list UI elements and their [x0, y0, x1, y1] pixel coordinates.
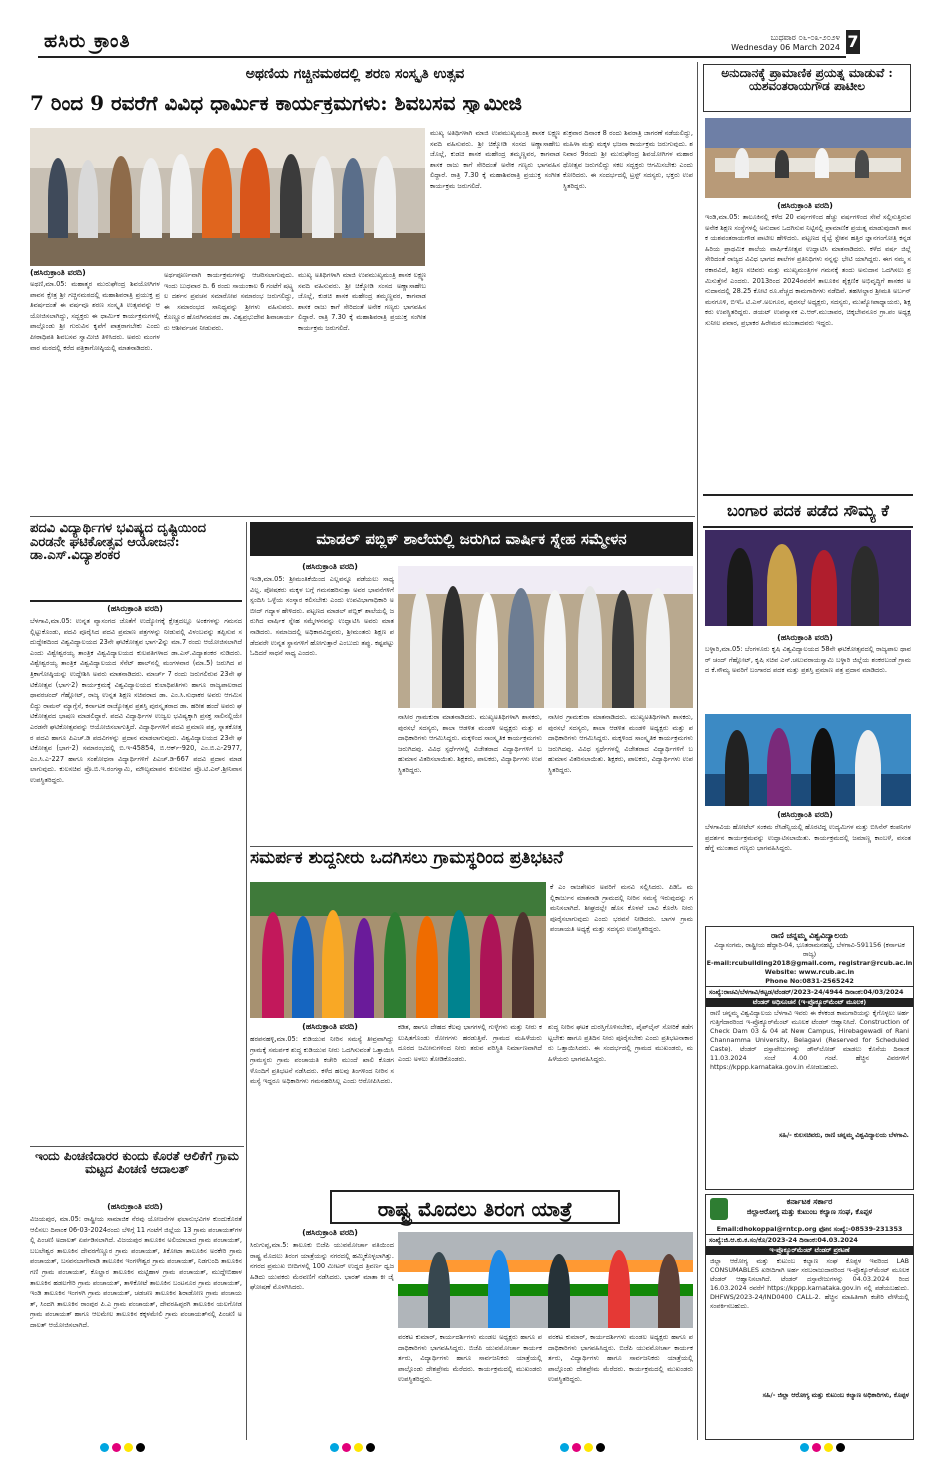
- tricolour-dateline: (ಹಸಿರುಕ್ರಾಂತಿ ವರದಿ): [302, 1228, 358, 1237]
- tender1-website[interactable]: Website: www.rcub.ac.in: [764, 968, 855, 976]
- water-dateline: (ಹಸಿರುಕ್ರಾಂತಿ ವರದಿ): [302, 1022, 358, 1031]
- tender2-gov: ಕರ್ನಾಟಕ ಸರ್ಕಾರ: [786, 1197, 833, 1206]
- pension-headline: ಇಂದು ಪಿಂಚಣಿದಾರರ ಕುಂದು ಕೊರತೆ ಆಲಿಕೆಗೆ ಗ್ರಾಮ ಮಟ್ಟದ ಪಿಂಚಣಿ ಆದಾಲತ್: [35, 1149, 239, 1176]
- emblem-icon: [710, 1198, 728, 1220]
- hotel-body: ಬೆಳಗಾವಿಯ ಹೋಟೆಲ್ ಸಂಕಮ ರೆಸಿಡೆನ್ಸಿಯಲ್ಲಿ ಹೊರಟಿದ್ದ ಉದ್ಯಮಿಗಳ ಮತ್ತು ಬಿಸಿನೆಸ್ ಕಂಪನಿಗಳ ಪ್ರದರ್ಶನ ಕಾರ್ಯಕ್ರಮವನ್ನು ಉದ್ಘಾಟಿಸಲಾಯಿತು. ಕಾರ್ಯಕ್ರಮದಲ್ಲಿ ಜಮಾಣ್ಣ ಕಾಂಬಳೆ, ವಸಂತ ಹೆಗ್ಡೆ ಮುಂತಾದ ಗಣ್ಯರು ಭಾಗವಹಿಸಿದ್ದರು.: [705, 823, 911, 853]
- lead-body-col4: ಶುಕ್ರವಾರ ದಿನಾಂಕ 8 ರಂದು ಶಿವರಾತ್ರಿ ಜಾಗರಣೆ ನಡೆಯಲಿದ್ದು, ಮಹಿಳಾ ಮತ್ತು ಮಕ್ಕಳ ಭಜನಾ ಕಾರ್ಯಕ್ರಮ ಜರುಗುವುದು. ಶನಿವಾರ 9ರಂದು ಶ್ರೀ ಮುರುಘೇಂದ್ರ ಶಿವಯೋಗಿಗಳ ಮಹಾರಥೋತ್ಸವ ಜರುಗಲಿದ್ದು ಸಕಲ ಸದ್ಭಕ್ತರು ಆಗಮಿಸಬೇಕು ಎಂದು ಕೋರಿದರು. ಈ ಸಂದರ್ಭದಲ್ಲಿ ಟ್ರಸ್ಟ್ ಸದಸ್ಯರು, ಭಕ್ತರು ಉಪಸ್ಥಿತರಿದ್ದರು.: [563, 129, 693, 190]
- lead-photo: [30, 128, 425, 266]
- registration-marks: [330, 1443, 375, 1452]
- model-school-headline: ಮಾಡಲ್ ಪಬ್ಲಿಕ್ ಶಾಲೆಯಲ್ಲಿ ಜರುಗಿದ ವಾರ್ಷಿಕ ಸ್ನೇಹ ಸಮ್ಮೇಳನ: [250, 522, 693, 556]
- section-rule: [30, 1146, 244, 1147]
- cyan-dot: [800, 1443, 809, 1452]
- gold-body: ಬಳ್ಳಾರಿ,ಮಾ.05: ಬೆಂಗಳೂರು ಕೃಷಿ ವಿಶ್ವವಿದ್ಯಾಲಯದ 58ನೇ ಘಟಿಕೋತ್ಸವದಲ್ಲಿ ರಾಜ್ಯಪಾಲ ಥಾವರ್ ಚಂದ್ ಗೆಹ್ಲೋಟ್, ಕೃಷಿ ಸಚಿವ ಎನ್.ಚಲುವರಾಯಸ್ವಾಮಿ ಬಳ್ಳಾರಿ ಜಿಲ್ಲೆಯ ಶಂಕರಬಂಡೆ ಗ್ರಾಮದ ಕೆ.ಸೌಮ್ಯ ಅವರಿಗೆ ಬಂಗಾರದ ಪದಕ ಮತ್ತು ಪ್ರಶಸ್ತಿ ಪ್ರಮಾಣ ಪತ್ರ ಪ್ರದಾನ ಮಾಡಿದರು.: [705, 645, 911, 675]
- magenta-dot: [112, 1443, 121, 1452]
- lead-dateline: (ಹಸಿರುಕ್ರಾಂತಿ ವರದಿ): [30, 268, 86, 277]
- tender2-body: ಜಿಲ್ಲಾ ಆರೋಗ್ಯ ಮತ್ತು ಕುಟುಂಬ ಕಲ್ಯಾಣ ಸಂಘ ಕೊಪ್ಪಳ ಇವರಿಂದ LAB CONSUMABLES ಖರೀದಿಗಾಗಿ ಅರ್ಹ ಸರಬರಾಜುದಾರರಿಂದ ಇ-ಪ್ರೊಕ್ಯೂರ್‌ಮೆಂಟ್ ಮೂಲಕ ಟೆಂಡರ್ ಆಹ್ವಾನಿಸಲಾಗಿದೆ. ಟೆಂಡರ್ ದಸ್ತಾವೇಜುಗಳನ್ನು 04.03.2024 ರಿಂದ 16.03.2024 ರವರೆಗೆ https://kppp.karnataka.gov.in ನಲ್ಲಿ ಪಡೆಯಬಹುದು. DHFWS/2023-24/IND0400 CALL-2. ಹೆಚ್ಚಿನ ಮಾಹಿತಿಗಾಗಿ ಕಚೇರಿ ವೇಳೆಯಲ್ಲಿ ಸಂಪರ್ಕಿಸಬಹುದು.: [710, 1257, 909, 1310]
- registration-marks: [560, 1443, 605, 1452]
- yellow-dot: [824, 1443, 833, 1452]
- model-school-body-right: ನಾಸೀರ ಗ್ರಾಮಕುರಾ ಮಾತನಾಡಿದರು. ಮುಖ್ಯಅತಿಥಿಗಳಾಗಿ ಶಾಸಕರು, ಪುರಸಭೆ ಸದಸ್ಯರು, ಶಾಲಾ ಆಡಳಿತ ಮಂಡಳಿ ಅಧ್ಯಕ್ಷರು ಮತ್ತು ಪದಾಧಿಕಾರಿಗಳು ಆಗಮಿಸಿದ್ದರು. ಮಕ್ಕಳಿಂದ ಸಾಂಸ್ಕೃತಿಕ ಕಾರ್ಯಕ್ರಮಗಳು ಜರುಗಿದವು. ವಿವಿಧ ಸ್ಪರ್ಧೆಗಳಲ್ಲಿ ವಿಜೇತರಾದ ವಿದ್ಯಾರ್ಥಿಗಳಿಗೆ ಬಹುಮಾನ ವಿತರಿಸಲಾಯಿತು. ಶಿಕ್ಷಕರು, ಪಾಲಕರು, ವಿದ್ಯಾರ್ಥಿಗಳು ಉಪಸ್ಥಿತರಿದ್ದರು.: [548, 713, 693, 774]
- water-body-top: ಕೆ ಎಂ ರಾಜಶೇಖರ ಅವರಿಗೆ ಮನವಿ ಸಲ್ಲಿಸಿದರು. ಪಿಡಿಓ ಮಲ್ಲಿಕಾರ್ಜುನ ಮಾತನಾಡಿ ಗ್ರಾಮದಲ್ಲಿ ನೀರಿನ ಸಮಸ್ಯೆ ಇರುವುದನ್ನು ಗಮನಿಸಲಾಗಿದೆ. ಶೀಘ್ರದಲ್ಲೇ ಹೊಸ ಕೊಳವೆ ಬಾವಿ ಕೊರೆಸಿ ನೀರು ಪೂರೈಸಲಾಗುವುದು ಎಂದು ಭರವಸೆ ನೀಡಿದರು. ಬಾಗಳ ಗ್ರಾಮ ಪಂಚಾಯತಿ ಅಧ್ಯಕ್ಷೆ ಮತ್ತು ಸದಸ್ಯರು ಉಪಸ್ಥಿತರಿದ್ದರು.: [550, 883, 693, 934]
- tricolour-headline: ರಾಷ್ಟ್ರ ಮೊದಲು ತಿರಂಗ ಯಾತ್ರೆ: [330, 1190, 620, 1224]
- tender1-subtitle: ವಿದ್ಯಾಸಂಗಮ, ರಾಷ್ಟ್ರೀಯ ಹೆದ್ದಾರಿ-04, ಭೂತರಾಮನಹಟ್ಟಿ, ಬೆಳಗಾವಿ-591156 (ಕರ್ನಾಟಕ ರಾಜ್ಯ): [714, 941, 905, 958]
- tender1-signoff: ಸಹಿ/- ಕುಲಸಚಿವರು, ರಾಣಿ ಚನ್ನಮ್ಮ ವಿಶ್ವವಿದ್ಯಾಲಯ ಬೆಳಗಾವಿ.: [779, 1131, 909, 1139]
- date-kannada: ಬುಧವಾರ ೦೬-೦೩-೨೦೨೪: [770, 33, 840, 42]
- tender1-box: [705, 926, 914, 1190]
- newspaper-name: ಹಸಿರು ಕ್ರಾಂತಿ: [44, 30, 131, 52]
- black-dot: [136, 1443, 145, 1452]
- tricolour-body-left: ಸಿರುಗುಪ್ಪ,ಮಾ.5: ತಾಲೂಕು ಬಿಜೆಪಿ ಯುವಮೋರ್ಚಾ ವತಿಯಿಂದ ರಾಷ್ಟ್ರ ಮೊದಲು ತಿರಂಗ ಯಾತ್ರೆಯನ್ನು ನಗರದಲ್ಲಿ ಹಮ್ಮಿಕೊಳ್ಳಲಾಗಿತ್ತು. ನಗರದ ಪ್ರಮುಖ ಬೀದಿಗಳಲ್ಲಿ 100 ಮೀಟರ್ ಉದ್ದದ ತ್ರಿವರ್ಣ ಧ್ವಜ ಹಿಡಿದು ಯುವಕರು ಮೆರವಣಿಗೆ ನಡೆಸಿದರು. ಭಾರತ್ ಮಾತಾ ಕೀ ಜೈ ಘೋಷಣೆ ಮೊಳಗಿಸಿದರು.: [250, 1241, 394, 1292]
- convocation-headline: ಪದವಿ ವಿದ್ಯಾರ್ಥಿಗಳ ಭವಿಷ್ಯದ ದೃಷ್ಟಿಯಿಂದ ಎರಡನೇ ಘಟಿಕೋತ್ಸವ ಆಯೋಜನೆ: ಡಾ.ಎಸ್.ವಿದ್ಯಾಶಂಕರ: [30, 522, 242, 602]
- convocation-body: ಬೆಳಗಾವಿ,ಮಾ.05: ಉನ್ನತ ವ್ಯಾಸಂಗದ ಜೊತೆಗೆ ಉದ್ಯೋಗಕ್ಕೆ ಕ್ಷೇತ್ರದಲ್ಲೂ ಅಂಕಗಳನ್ನು ಗಮನದಲ್ಲಿಟ್ಟುಕೊಂಡು, ಪದವಿ ಪೂರೈಸಿದ ಪದವಿ ಪ್ರಮಾಣ ಪತ್ರಗಳನ್ನು ನೀಡುವಲ್ಲಿ ವಿಳಂಬವನ್ನು ತಪ್ಪಿಸುವ ಸದುದ್ದೇಶದಿಂದ ವಿಶ್ವವಿದ್ಯಾಲಯದ 23ನೇ ಘಟಿಕೋತ್ಸವ ಭಾಗ-2ನ್ನು ಮಾ.7 ರಂದು ಆಯೋಜಿಸಲಾಗಿದೆ ಎಂದು ವಿಶ್ವೇಶ್ವರಯ್ಯ ತಾಂತ್ರಿಕ ವಿಶ್ವವಿದ್ಯಾಲಯದ ಕುಲಪತಿಗಳಾದ ಡಾ.ಎಸ್.ವಿದ್ಯಾಶಂಕರ ನುಡಿದರು. ವಿಶ್ವೇಶ್ವರಯ್ಯ ತಾಂತ್ರಿಕ ವಿಶ್ವವಿದ್ಯಾಲಯದ ಸೆನೆಟ್ ಹಾಲ್‌ನಲ್ಲಿ ಮಂಗಳವಾರ (ಮಾ.5) ಜರುಗಿದ ಪತ್ರಿಕಾಗೋಷ್ಠಿಯನ್ನು ಉದ್ದೇಶಿಸಿ ಅವರು ಮಾತನಾಡಿದರು. ಮಾರ್ಚ್ 7 ರಂದು ಜರುಗಲಿರುವ 23ನೇ ಘಟಿಕೋತ್ಸವ (ಭಾಗ-2) ಕಾರ್ಯಕ್ರಮಕ್ಕೆ ವಿಶ್ವವಿದ್ಯಾಲಯದ ಕುಲಾಧಿಪತಿಗಳು ಹಾಗೂ ರಾಜ್ಯಪಾಲರಾದ ಥಾವರಚಂದ್ ಗೆಹ್ಲೋಟ್, ರಾಜ್ಯ ಉನ್ನತ ಶಿಕ್ಷಣ ಸಚಿವರಾದ ಡಾ. ಎಂ.ಸಿ.ಸುಧಾಕರ ಅವರು ಆಗಮಿಸಲಿದ್ದು ರಾಮನ್ ಮ್ಯಾಗ್ಸೆಸೆ, ಕರ್ನಾಟಕ ರಾಜ್ಯೋತ್ಸವ ಪ್ರಶಸ್ತಿ ಪುರಸ್ಕೃತರಾದ ಡಾ. ಹರೀಶ ಹಂದೆ ಅವರು ಘಟಿಕೋತ್ಸವದ ಭಾಷಣ ಮಾಡಲಿದ್ದಾರೆ. ಪದವಿ ವಿದ್ಯಾರ್ಥಿಗಳ ಉಜ್ವಲ ಭವಿಷ್ಯಕ್ಕಾಗಿ ಪ್ರಸಕ್ತ ಸಾಲಿನಲ್ಲಿಯೇ ಎರಡನೇ ಘಟಿಕೋತ್ಸವವನ್ನು ಆಯೋಜಿಸಲಾಗುತ್ತಿದೆ. ವಿದ್ಯಾರ್ಥಿಗಳಿಗೆ ಪದವಿ ಪ್ರಮಾಣ ಪತ್ರ, ಸ್ನಾತಕೋತ್ತರ ಪದವಿ ಹಾಗೂ ಪಿಎಚ್.ಡಿ ಪದವಿಗಳನ್ನು ಪ್ರದಾನ ಮಾಡಲಾಗುವುದು. ವಿಶ್ವವಿದ್ಯಾಲಯದ 23ನೇ ಘಟಿಕೋತ್ಸವ (ಭಾಗ-2) ಸಮಾರಂಭದಲ್ಲಿ ಬಿ.ಇ-45854, ಬಿ.ಆರ್ಕ್-920, ಎಂ.ಬಿ.ಎ-2977, ಎಂ.ಸಿ.ಎ-227 ಹಾಗೂ ಸಂಶೋಧನಾ ವಿದ್ಯಾರ್ಥಿಗಳಿಗೆ ಪಿಎಚ್.ಡಿ-667 ಪದವಿ ಪ್ರದಾನ ಮಾಡಲಾಗುವುದು. ಕುಲಸಚಿವ ಪ್ರೊ.ಬಿ.ಇ.ರಂಗಸ್ವಾಮಿ, ಮೌಲ್ಯಮಾಪನ ಕುಲಸಚಿವ ಪ್ರೊ.ಟಿ.ಎನ್.ಶ್ರೀನಿವಾಸ ಉಪಸ್ಥಿತರಿದ್ದರು.: [30, 617, 242, 784]
- magenta-dot: [342, 1443, 351, 1452]
- yellow-dot: [584, 1443, 593, 1452]
- water-body-left: ಹರಪನಹಳ್ಳಿ,ಮಾ.05: ಕುಡಿಯುವ ನೀರಿನ ಸಮಸ್ಯೆ ತೀವ್ರವಾಗಿದ್ದು ಗ್ರಾಮಕ್ಕೆ ಸಮರ್ಪಕ ಶುದ್ಧ ಕುಡಿಯುವ ನೀರು ಒದಗಿಸುವಂತೆ ಒತ್ತಾಯಿಸಿ ಗ್ರಾಮಸ್ಥರು ಗ್ರಾಮ ಪಂಚಾಯತಿ ಕಚೇರಿ ಮುಂದೆ ಖಾಲಿ ಕೊಡಗಳೊಂದಿಗೆ ಪ್ರತಿಭಟನೆ ನಡೆಸಿದರು. ಕಳೆದ ಹಲವು ತಿಂಗಳಿಂದ ನೀರಿನ ಸಮಸ್ಯೆ ಇದ್ದರೂ ಅಧಿಕಾರಿಗಳು ಗಮನಹರಿಸಿಲ್ಲ ಎಂದು ಆರೋಪಿಸಿದರು.: [250, 1035, 394, 1086]
- date-english: Wednesday 06 March 2024: [731, 43, 840, 52]
- lead-body-col2b: ಮುಖ್ಯ ಅತಿಥಿಗಳಾಗಿ ಮಾಜಿ ಉಪಮುಖ್ಯಮಂತ್ರಿ ಶಾಸಕ ಲಕ್ಷ್ಮಣ ಸವದಿ ವಹಿಸುವರು. ಶ್ರೀ ಚಿಕ್ಕೋಡಿ ಸಂಸದ ಅಣ್ಣಾಸಾಹೇಬ ಜೊಲ್ಲೆ, ಕುಡಚಿ ಶಾಸಕ ಮಹೇಂದ್ರ ತಮ್ಮಣ್ಣವರ, ಕಾಗವಾಡ ಶಾಸಕ ರಾಜು ಕಾಗೆ ಸೇರಿದಂತೆ ಅನೇಕ ಗಣ್ಯರು ಭಾಗವಹಿಸಲಿದ್ದಾರೆ. ರಾತ್ರಿ 7.30 ಕ್ಕೆ ಮಹಾಶಿವರಾತ್ರಿ ಪ್ರಯುಕ್ತ ಸಂಗೀತ ಕಾರ್ಯಕ್ರಮ ಜರುಗಲಿದೆ.: [298, 271, 426, 332]
- black-dot: [836, 1443, 845, 1452]
- column-divider: [246, 522, 247, 1440]
- model-school-body-left: ಇಂಡಿ,ಮಾ.05: ಶ್ರೀಮಂತಿಕೆಯಿಂದ ಎಲ್ಲವನ್ನೂ ಪಡೆಯಲು ಸಾಧ್ಯವಿಲ್ಲ. ಪೋಷಕರು ಮಕ್ಕಳ ಬಗ್ಗೆ ಗಮನಹರಿಸುತ್ತಾ ಅವರ ಭಾವನೆಗಳಿಗೆ ಸ್ಪಂದಿಸಿ ಒಳ್ಳೆಯ ಸಂಸ್ಕಾರ ಕಲಿಸಬೇಕು ಎಂದು ಉಪವಿಭಾಗಾಧಿಕಾರಿ ಅಬೀದ್ ಗದ್ಯಾಳ ಹೇಳಿದರು. ಪಟ್ಟಣದ ಮಾಡಲ್ ಪಬ್ಲಿಕ್ ಶಾಲೆಯಲ್ಲಿ ಜರುಗಿದ ವಾರ್ಷಿಕ ಸ್ನೇಹ ಸಮ್ಮೇಳನವನ್ನು ಉದ್ಘಾಟಿಸಿ ಅವರು ಮಾತನಾಡಿದರು. ಸಮಾಜದಲ್ಲಿ ಅಧಿಕಾರವಿದ್ದವರು, ಶ್ರೀಮಂತರು ಶಿಕ್ಷಣ ಪಡೆದವರೇ ಉನ್ನತ ಸ್ಥಾನಗಳಿಗೆ ಹೋಗುತ್ತಾರೆ ಎಂಬುದು ತಪ್ಪು. ಕಷ್ಟಪಟ್ಟು ಓದಿದರೆ ಸಾಧನೆ ಸಾಧ್ಯ ಎಂದರು.: [250, 575, 394, 658]
- gold-headline: ಬಂಗಾರ ಪದಕ ಪಡೆದ ಸೌಮ್ಯ ಕೆ: [703, 494, 913, 528]
- magenta-dot: [572, 1443, 581, 1452]
- water-body-mid: ಕಡಿತ, ಹಾಗೂ ದೇಹದ ಕೆಲವು ಭಾಗಗಳಲ್ಲಿ ಗುಳ್ಳೆಗಳು ಮತ್ತು ನೀರು ಕಲುಷಿತಗೊಂಡು ರೋಗಗಳು ಹರಡುತ್ತಿವೆ. ಗ್ರಾಮದ ಮಹಿಳೆಯರು ದೂರದ ಜಮೀನುಗಳಿಂದ ನೀರು ತರುವ ಪರಿಸ್ಥಿತಿ ನಿರ್ಮಾಣವಾಗಿದೆ ಎಂದು ಅಳಲು ತೋಡಿಕೊಂಡರು.: [398, 1023, 542, 1063]
- magenta-dot: [812, 1443, 821, 1452]
- column-divider: [697, 62, 698, 1440]
- side1-dateline: (ಹಸಿರುಕ್ರಾಂತಿ ವರದಿ): [777, 201, 833, 210]
- gold-dateline: (ಹಸಿರುಕ್ರಾಂತಿ ವರದಿ): [777, 633, 833, 642]
- tender2-box: [705, 1194, 914, 1440]
- tricolour-body-mid: ವರಕಟ ಕುಮಾರ್, ಕಾರ್ಯದರ್ಶಿಗಳು ಮಂಡಲ ಅಧ್ಯಕ್ಷರು ಹಾಗೂ ಪದಾಧಿಕಾರಿಗಳು ಭಾಗವಹಿಸಿದ್ದರು. ಬಿಜೆಪಿ ಯುವಮೋರ್ಚಾ ಕಾರ್ಯಕರ್ತರು, ವಿದ್ಯಾರ್ಥಿಗಳು ಹಾಗೂ ಸಾರ್ವಜನಿಕರು ಯಾತ್ರೆಯಲ್ಲಿ ಪಾಲ್ಗೊಂಡು ದೇಶಪ್ರೇಮ ಮೆರೆದರು. ಕಾರ್ಯಕ್ರಮದಲ್ಲಿ ಮುಖಂಡರು ಉಪಸ್ಥಿತರಿದ್ದರು.: [398, 1333, 542, 1384]
- tender1-email[interactable]: E-mail:rcubuilding2018@gmail.com, registrar@rcub.ac.in: [706, 959, 913, 967]
- tender1-notice: ಟೆಂಡರ್ ಅಧಿಸೂಚನೆ (ಇ-ಪ್ರೊಕ್ಯೂರ್‌ಮೆಂಟ್ ಮೂಲಕ): [706, 998, 913, 1007]
- masthead-date: [722, 33, 840, 53]
- page-number: 7: [846, 30, 860, 54]
- section-rule: [250, 846, 693, 847]
- tricolour-body-right: ವರಕಟ ಕುಮಾರ್, ಕಾರ್ಯದರ್ಶಿಗಳು ಮಂಡಲ ಅಧ್ಯಕ್ಷರು ಹಾಗೂ ಪದಾಧಿಕಾರಿಗಳು ಭಾಗವಹಿಸಿದ್ದರು. ಬಿಜೆಪಿ ಯುವಮೋರ್ಚಾ ಕಾರ್ಯಕರ್ತರು, ವಿದ್ಯಾರ್ಥಿಗಳು ಹಾಗೂ ಸಾರ್ವಜನಿಕರು ಯಾತ್ರೆಯಲ್ಲಿ ಪಾಲ್ಗೊಂಡು ದೇಶಪ್ರೇಮ ಮೆರೆದರು. ಕಾರ್ಯಕ್ರಮದಲ್ಲಿ ಮುಖಂಡರು ಉಪಸ್ಥಿತರಿದ್ದರು.: [548, 1333, 693, 1384]
- gold-photo: [705, 530, 911, 626]
- water-headline: ಸಮರ್ಪಕ ಶುದ್ದನೀರು ಒದಗಿಸಲು ಗ್ರಾಮಸ್ಥರಿಂದ ಪ್ರತಿಭಟನೆ: [250, 850, 564, 868]
- tender2-notice: ಇ-ಪ್ರೊಕ್ಯೂರ್‌ಮೆಂಟ್ ಟೆಂಡರ್ ಪ್ರಕಟಣೆ: [706, 1246, 913, 1255]
- cyan-dot: [100, 1443, 109, 1452]
- section-rule: [30, 516, 695, 517]
- tender1-body: ರಾಣಿ ಚನ್ನಮ್ಮ ವಿಶ್ವವಿದ್ಯಾಲಯ ಬೆಳಗಾವಿ ಇವರು ಈ ಕೆಳಕಂಡ ಕಾಮಗಾರಿಯನ್ನು ಕೈಗೊಳ್ಳಲು ಅರ್ಹ ಗುತ್ತಿಗೆದಾರರಿಂದ ಇ-ಪ್ರೊಕ್ಯೂರ್‌ಮೆಂಟ್ ಮೂಲಕ ಟೆಂಡರ್ ಆಹ್ವಾನಿಸಿದೆ. Construction of Check Dam 03 & 04 at New Campus, Hirebagewadi of Rani Channamma University, Belagavi (Reserved for Scheduled Caste). ಟೆಂಡರ್ ದಸ್ತಾವೇಜುಗಳನ್ನು ಡೌನ್‌ಲೋಡ್ ಮಾಡಲು ಕೊನೆಯ ದಿನಾಂಕ 11.03.2024 ಸಂಜೆ 4.00 ಗಂಟೆ. ಹೆಚ್ಚಿನ ವಿವರಗಳಿಗೆ https://kppp.karnataka.gov.in ನೋಡಬಹುದು.: [710, 1009, 909, 1071]
- tender2-email[interactable]: Email:dhokoppal@rntcp.org ಫೋನ ಸಂಖ್ಯೆ:-08539-231353: [716, 1225, 903, 1233]
- yellow-dot: [124, 1443, 133, 1452]
- model-school-photo: [398, 566, 693, 708]
- tender2-signoff: ಸಹಿ/- ಜಿಲ್ಲಾ ಆರೋಗ್ಯ ಮತ್ತು ಕುಟುಂಬ ಕಲ್ಯಾಣ ಅಧಿಕಾರಿಗಳು, ಕೊಪ್ಪಳ: [762, 1391, 909, 1399]
- masthead-rule: [38, 56, 846, 58]
- lead-kicker: ಅಥಣಿಯ ಗಚ್ಚಿನಮಠದಲ್ಲಿ ಶರಣ ಸಂಸ್ಕೃತಿ ಉತ್ಸವ: [245, 66, 465, 82]
- lead-headline: 7 ರಿಂದ 9 ರವರೆಗೆ ವಿವಿಧ ಧಾರ್ಮಿಕ ಕಾರ್ಯಕ್ರಮಗಳು: ಶಿವಬಸವ ಸ್ವಾಮೀಜಿ: [30, 93, 522, 114]
- black-dot: [366, 1443, 375, 1452]
- model-school-dateline: (ಹಸಿರುಕ್ರಾಂತಿ ವರದಿ): [302, 562, 358, 571]
- pension-body: ವಿಜಯಪುರ, ಮಾ.05: ರಾಷ್ಟ್ರೀಯ ಸಾಮಾಜಿಕ ನೆರವು ಯೋಜನೆಗಳ ಫಲಾನುಭವಿಗಳ ಕುಂದುಕೊರತೆ ಆಲಿಸಲು ದಿನಾಂಕ 06-03-2024ರಂದು ಬೆಳಿಗ್ಗೆ 11 ಗಂಟೆಗೆ ಜಿಲ್ಲೆಯ 13 ಗ್ರಾಮ ಪಂಚಾಯತ್‌ಗಳಲ್ಲಿ ಪಿಂಚಣಿ ಅದಾಲತ್ ಏರ್ಪಡಿಸಲಾಗಿದೆ. ವಿಜಯಪುರ ತಾಲೂಕಿನ ಅಲಿಯಾಬಾದ ಗ್ರಾಮ ಪಂಚಾಯತ್, ಬಬಲೇಶ್ವರ ತಾಲೂಕಿನ ದೇವರಗೆಣ್ಣೂರ ಗ್ರಾಮ ಪಂಚಾಯತ್, ತಿಕೋಟಾ ತಾಲೂಕಿನ ಅರಕೇರಿ ಗ್ರಾಮ ಪಂಚಾಯತ್, ಬಸವನಬಾಗೇವಾಡಿ ತಾಲೂಕಿನ ಇಂಗಳೇಶ್ವರ ಗ್ರಾಮ ಪಂಚಾಯತ್, ನಿಡಗುಂದಿ ತಾಲೂಕಿನ ಗಣಿ ಗ್ರಾಮ ಪಂಚಾಯತ್, ಕೊಲ್ಹಾರ ತಾಲೂಕಿನ ಮಟ್ಟಿಹಾಳ ಗ್ರಾಮ ಪಂಚಾಯತ್, ಮುದ್ದೇಬಿಹಾಳ ತಾಲೂಕಿನ ಹಡಲಗೇರಿ ಗ್ರಾಮ ಪಂಚಾಯತ್, ತಾಳಿಕೋಟೆ ತಾಲೂಕಿನ ಬಂಟನೂರ ಗ್ರಾಮ ಪಂಚಾಯತ್, ಇಂಡಿ ತಾಲೂಕಿನ ಇಂಗಳಗಿ ಗ್ರಾಮ ಪಂಚಾಯತ್, ಚಡಚಣ ತಾಲೂಕಿನ ಶಿರಾಡೋಣ ಗ್ರಾಮ ಪಂಚಾಯತ್, ಸಿಂದಗಿ ತಾಲೂಕಿನ ರಾಂಪುರ ಪಿ.ಎ ಗ್ರಾಮ ಪಂಚಾಯತ್, ದೇವರಹಿಪ್ಪರಗಿ ತಾಲೂಕಿನ ಯಲಗೋಡ ಗ್ರಾಮ ಪಂಚಾಯತ್ ಹಾಗೂ ಆಲಮೇಲ ತಾಲೂಕಿನ ಕಕ್ಕಳಮೇಲಿ ಗ್ರಾಮ ಪಂಚಾಯತ್‌ನಲ್ಲಿ ಪಿಂಚಣಿ ಅದಾಲತ್ ಆಯೋಜಿಸಲಾಗಿದೆ.: [30, 1215, 242, 1329]
- convocation-dateline: (ಹಸಿರುಕ್ರಾಂತಿ ವರದಿ): [107, 604, 163, 613]
- registration-marks: [100, 1443, 145, 1452]
- lead-body-col1: ಅಥಣಿ,ಮಾ.05: ಮಹಾತ್ಮರ ಮುರುಘೇಂದ್ರ ಶಿವಯೋಗಿಗಳ ಪಾವನ ಕ್ಷೇತ್ರ ಶ್ರೀ ಗಚ್ಚಿನಮಠದಲ್ಲಿ ಮಹಾಶಿವರಾತ್ರಿ ಪ್ರಯುಕ್ತ ಪ್ರತಿವರ್ಷದಂತೆ ಈ ವರ್ಷವೂ ಶರಣ ಸಂಸ್ಕೃತಿ ಉತ್ಸವವನ್ನು ಆಯೋಜಿಸಲಾಗಿದ್ದು, ಸದ್ಭಕ್ತರು ಈ ಧಾರ್ಮಿಕ ಕಾರ್ಯಕ್ರಮಗಳಲ್ಲಿ ಪಾಲ್ಗೊಂಡು ಶ್ರೀ ಗುರುವಿನ ಕೃಪೆಗೆ ಪಾತ್ರರಾಗಬೇಕು ಎಂದು ಪೀಠಾಧಿಪತಿ ಶಿವಬಸವ ಸ್ವಾಮೀಜಿ ತಿಳಿಸಿದರು. ಅವರು ಮಂಗಳವಾರ ಮಠದಲ್ಲಿ ಕರೆದ ಪತ್ರಿಕಾಗೋಷ್ಠಿಯಲ್ಲಿ ಮಾತನಾಡಿದರು.: [30, 280, 160, 352]
- tender2-ref: ಸಂಖ್ಯೆ:ಜಿ.ಆ.ಕು.ಕ.ಸಂ/ಕೊ/2023-24 ದಿನಾಂಕ:04.03.2024: [706, 1234, 913, 1246]
- registration-marks: [800, 1443, 845, 1452]
- hotel-dateline: (ಹಸಿರುಕ್ರಾಂತಿ ವರದಿ): [777, 810, 833, 819]
- tender1-phone: Phone No:0831-2565242: [765, 977, 854, 985]
- side1-body: ಇಂಡಿ,ಮಾ.05: ತಾಲೂಕಿನಲ್ಲಿ ಕಳೆದ 20 ವರ್ಷಗಳಿಂದ ಹೆಚ್ಚು ವರ್ಷಗಳಿಂದ ಸೇವೆ ಸಲ್ಲಿಸುತ್ತಿರುವ ಅನೇಕ ಶಿಕ್ಷಣ ಸಂಸ್ಥೆಗಳಲ್ಲಿ ಅನುದಾನ ಒದಗಿಸುವ ನಿಟ್ಟಿನಲ್ಲಿ ಪ್ರಾಮಾಣಿಕ ಪ್ರಯತ್ನ ಮಾಡುವುದಾಗಿ ಶಾಸಕ ಯಶವಂತರಾಯಗೌಡ ಪಾಟೀಲ ಹೇಳಿದರು. ಪಟ್ಟಣದ ರೈಲ್ವೆ ಸ್ಟೇಶನ ಹತ್ತಿರ ಜ್ಞಾನಗಂಗೋತ್ರಿ ಕನ್ನಡ ಹಿರಿಯ ಪ್ರಾಥಮಿಕ ಶಾಲೆಯ ವಾರ್ಷಿಕೋತ್ಸವ ಉದ್ಘಾಟಿಸಿ ಮಾತನಾಡಿದರು. ಕಳೆದ ವರ್ಷ ಜಿಲ್ಲೆ ಸೇರಿದಂತೆ ರಾಜ್ಯದ ವಿವಿಧ ಭಾಗದ ಶಾಲೆಗಳ ಪ್ರತಿನಿಧಿಗಳು ನನ್ನನ್ನು ಭೇಟಿ ಯಾಗಿದ್ದರು. ಈಗ ನಮ್ಮ ಸರಕಾರವಿದೆ, ಶಿಕ್ಷಣ ಸಚಿವರು ಮತ್ತು ಮುಖ್ಯಮಂತ್ರಿಗಳ ಗಮನಕ್ಕೆ ತಂದು ಅನುದಾನ ಒದಗಿಸಲು ಶ್ರಮಿಸುತ್ತೇನೆ ಎಂದರು. 2013ರಿಂದ 2024ರವರೆಗೆ ತಾಲೂಕಿನ ಶೈಕ್ಷಣಿಕ ಅಭಿವೃದ್ಧಿಗೆ ಶಾಸಕರ ಅನುದಾನದಲ್ಲಿ 28.25 ಕೋಟಿ ರೂ.ವೆಚ್ಚದ ಕಾಮಗಾರಿಗಳು ನಡೆದಿವೆ. ತಹಸೀಲ್ದಾರ ಶ್ರೀಮತಿ ಅರ್ಬನ್ ಮನಗೂಳಿ, ಬಿಇಓ ಟಿ.ಎಸ್.ಅಲಗೂರ, ಪುರಸಭೆ ಅಧ್ಯಕ್ಷರು, ಸದಸ್ಯರು, ಮುಖ್ಯೋಪಾಧ್ಯಾಯರು, ಶಿಕ್ಷಕರು ಉಪಸ್ಥಿತರಿದ್ದರು. ಡಯಟ್ ಉಪನ್ಯಾಸಕ ಎ.ಆರ್.ಮುಜಾವರ, ಚಿಕ್ಕಬೇವನೂರ ಗ್ರಾ.ಪಂ ಅಧ್ಯಕ್ಷ ಸುನೀಲ ಪವಾರ, ಪ್ರಭಾಕರ ಹಿರೇಮಠ ಮುಂತಾದವರು ಇದ್ದರು.: [705, 213, 911, 327]
- tender1-title: ರಾಣಿ ಚನ್ನಮ್ಮ ವಿಶ್ವವಿದ್ಯಾಲಯ: [771, 931, 848, 940]
- hotel-photo: [705, 714, 911, 806]
- pension-dateline: (ಹಸಿರುಕ್ರಾಂತಿ ವರದಿ): [107, 1202, 163, 1211]
- side1-headline: ಅನುದಾನಕ್ಕೆ ಪ್ರಾಮಾಣಿಕ ಪ್ರಯತ್ನ ಮಾಡುವೆ : ಯಶವಂತರಾಯಗೌಡ ಪಾಟೀಲ: [703, 64, 911, 112]
- lead-body-col2: ಅರ್ಥಪೂರ್ಣವಾಗಿ ಕಾರ್ಯಕ್ರಮಗಳನ್ನು ಆಚರಿಸಲಾಗುವುದು. ಇಂದು ಬುಧವಾರ ದಿ. 6 ರಂದು ಸಾಯಂಕಾಲ 6 ಗಂಟೆಗೆ ಷಟ್ಸ್ಥಲ ದರ್ಶನ ಪ್ರವಚನ ಸಮಾರೋಪ ಸಮಾರಂಭ ಜರುಗಲಿದ್ದು, ಈ ಸಮಾರಂಭದ ಸಾನಿಧ್ಯವನ್ನು ಶ್ರೀಗಳು ವಹಿಸುವರು. ಕೊಣ್ಣೂರ ಹೊರಗಿನಮಠದ ಡಾ. ವಿಶ್ವಪ್ರಭುದೇವ ಶಿವಾಚಾರ್ಯರು ಆಶೀರ್ವಚನ ನೀಡುವರು.: [164, 271, 294, 332]
- side1-photo: [705, 118, 911, 198]
- cyan-dot: [330, 1443, 339, 1452]
- water-body-right: ಶುದ್ಧ ನೀರಿನ ಘಟಕ ದುರಸ್ತಿಗೊಳಿಸಬೇಕು, ಪೈಪ್‌ಲೈನ್ ಸೋರಿಕೆ ತಡೆಗಟ್ಟಬೇಕು ಹಾಗೂ ಪ್ರತಿದಿನ ನೀರು ಪೂರೈಸಬೇಕು ಎಂದು ಪ್ರತಿಭಟನಾಕಾರರು ಒತ್ತಾಯಿಸಿದರು. ಈ ಸಂದರ್ಭದಲ್ಲಿ ಗ್ರಾಮದ ಮುಖಂಡರು, ಮಹಿಳೆಯರು ಭಾಗವಹಿಸಿದ್ದರು.: [548, 1023, 693, 1063]
- tricolour-photo: [398, 1232, 693, 1328]
- tender2-title: ಜಿಲ್ಲಾಆರೋಗ್ಯ ಮತ್ತು ಕುಟುಂಬ ಕಲ್ಯಾಣ ಸಂಘ, ಕೊಪ್ಪಳ: [746, 1208, 873, 1216]
- lead-body-col3: ಮುಖ್ಯ ಅತಿಥಿಗಳಾಗಿ ಮಾಜಿ ಉಪಮುಖ್ಯಮಂತ್ರಿ ಶಾಸಕ ಲಕ್ಷ್ಮಣ ಸವದಿ ವಹಿಸುವರು. ಶ್ರೀ ಚಿಕ್ಕೋಡಿ ಸಂಸದ ಅಣ್ಣಾಸಾಹೇಬ ಜೊಲ್ಲೆ, ಕುಡಚಿ ಶಾಸಕ ಮಹೇಂದ್ರ ತಮ್ಮಣ್ಣವರ, ಕಾಗವಾಡ ಶಾಸಕ ರಾಜು ಕಾಗೆ ಸೇರಿದಂತೆ ಅನೇಕ ಗಣ್ಯರು ಭಾಗವಹಿಸಲಿದ್ದಾರೆ. ರಾತ್ರಿ 7.30 ಕ್ಕೆ ಮಹಾಶಿವರಾತ್ರಿ ಪ್ರಯುಕ್ತ ಸಂಗೀತ ಕಾರ್ಯಕ್ರಮ ಜರುಗಲಿದೆ.: [430, 129, 560, 190]
- yellow-dot: [354, 1443, 363, 1452]
- tender1-ref: ಸಂಖ್ಯೆ:ರಾಚವಿ/ಬೆಳಗಾವಿ/ಕಟ್ಟಡ/ಟೆಂಡರ್/2023-24/4944 ದಿನಾಂಕ:04/03/2024: [706, 986, 913, 998]
- model-school-body-mid: ನಾಸೀರ ಗ್ರಾಮಕುರಾ ಮಾತನಾಡಿದರು. ಮುಖ್ಯಅತಿಥಿಗಳಾಗಿ ಶಾಸಕರು, ಪುರಸಭೆ ಸದಸ್ಯರು, ಶಾಲಾ ಆಡಳಿತ ಮಂಡಳಿ ಅಧ್ಯಕ್ಷರು ಮತ್ತು ಪದಾಧಿಕಾರಿಗಳು ಆಗಮಿಸಿದ್ದರು. ಮಕ್ಕಳಿಂದ ಸಾಂಸ್ಕೃತಿಕ ಕಾರ್ಯಕ್ರಮಗಳು ಜರುಗಿದವು. ವಿವಿಧ ಸ್ಪರ್ಧೆಗಳಲ್ಲಿ ವಿಜೇತರಾದ ವಿದ್ಯಾರ್ಥಿಗಳಿಗೆ ಬಹುಮಾನ ವಿತರಿಸಲಾಯಿತು. ಶಿಕ್ಷಕರು, ಪಾಲಕರು, ವಿದ್ಯಾರ್ಥಿಗಳು ಉಪಸ್ಥಿತರಿದ್ದರು.: [398, 713, 542, 774]
- cyan-dot: [560, 1443, 569, 1452]
- water-photo: [250, 882, 546, 1018]
- black-dot: [596, 1443, 605, 1452]
